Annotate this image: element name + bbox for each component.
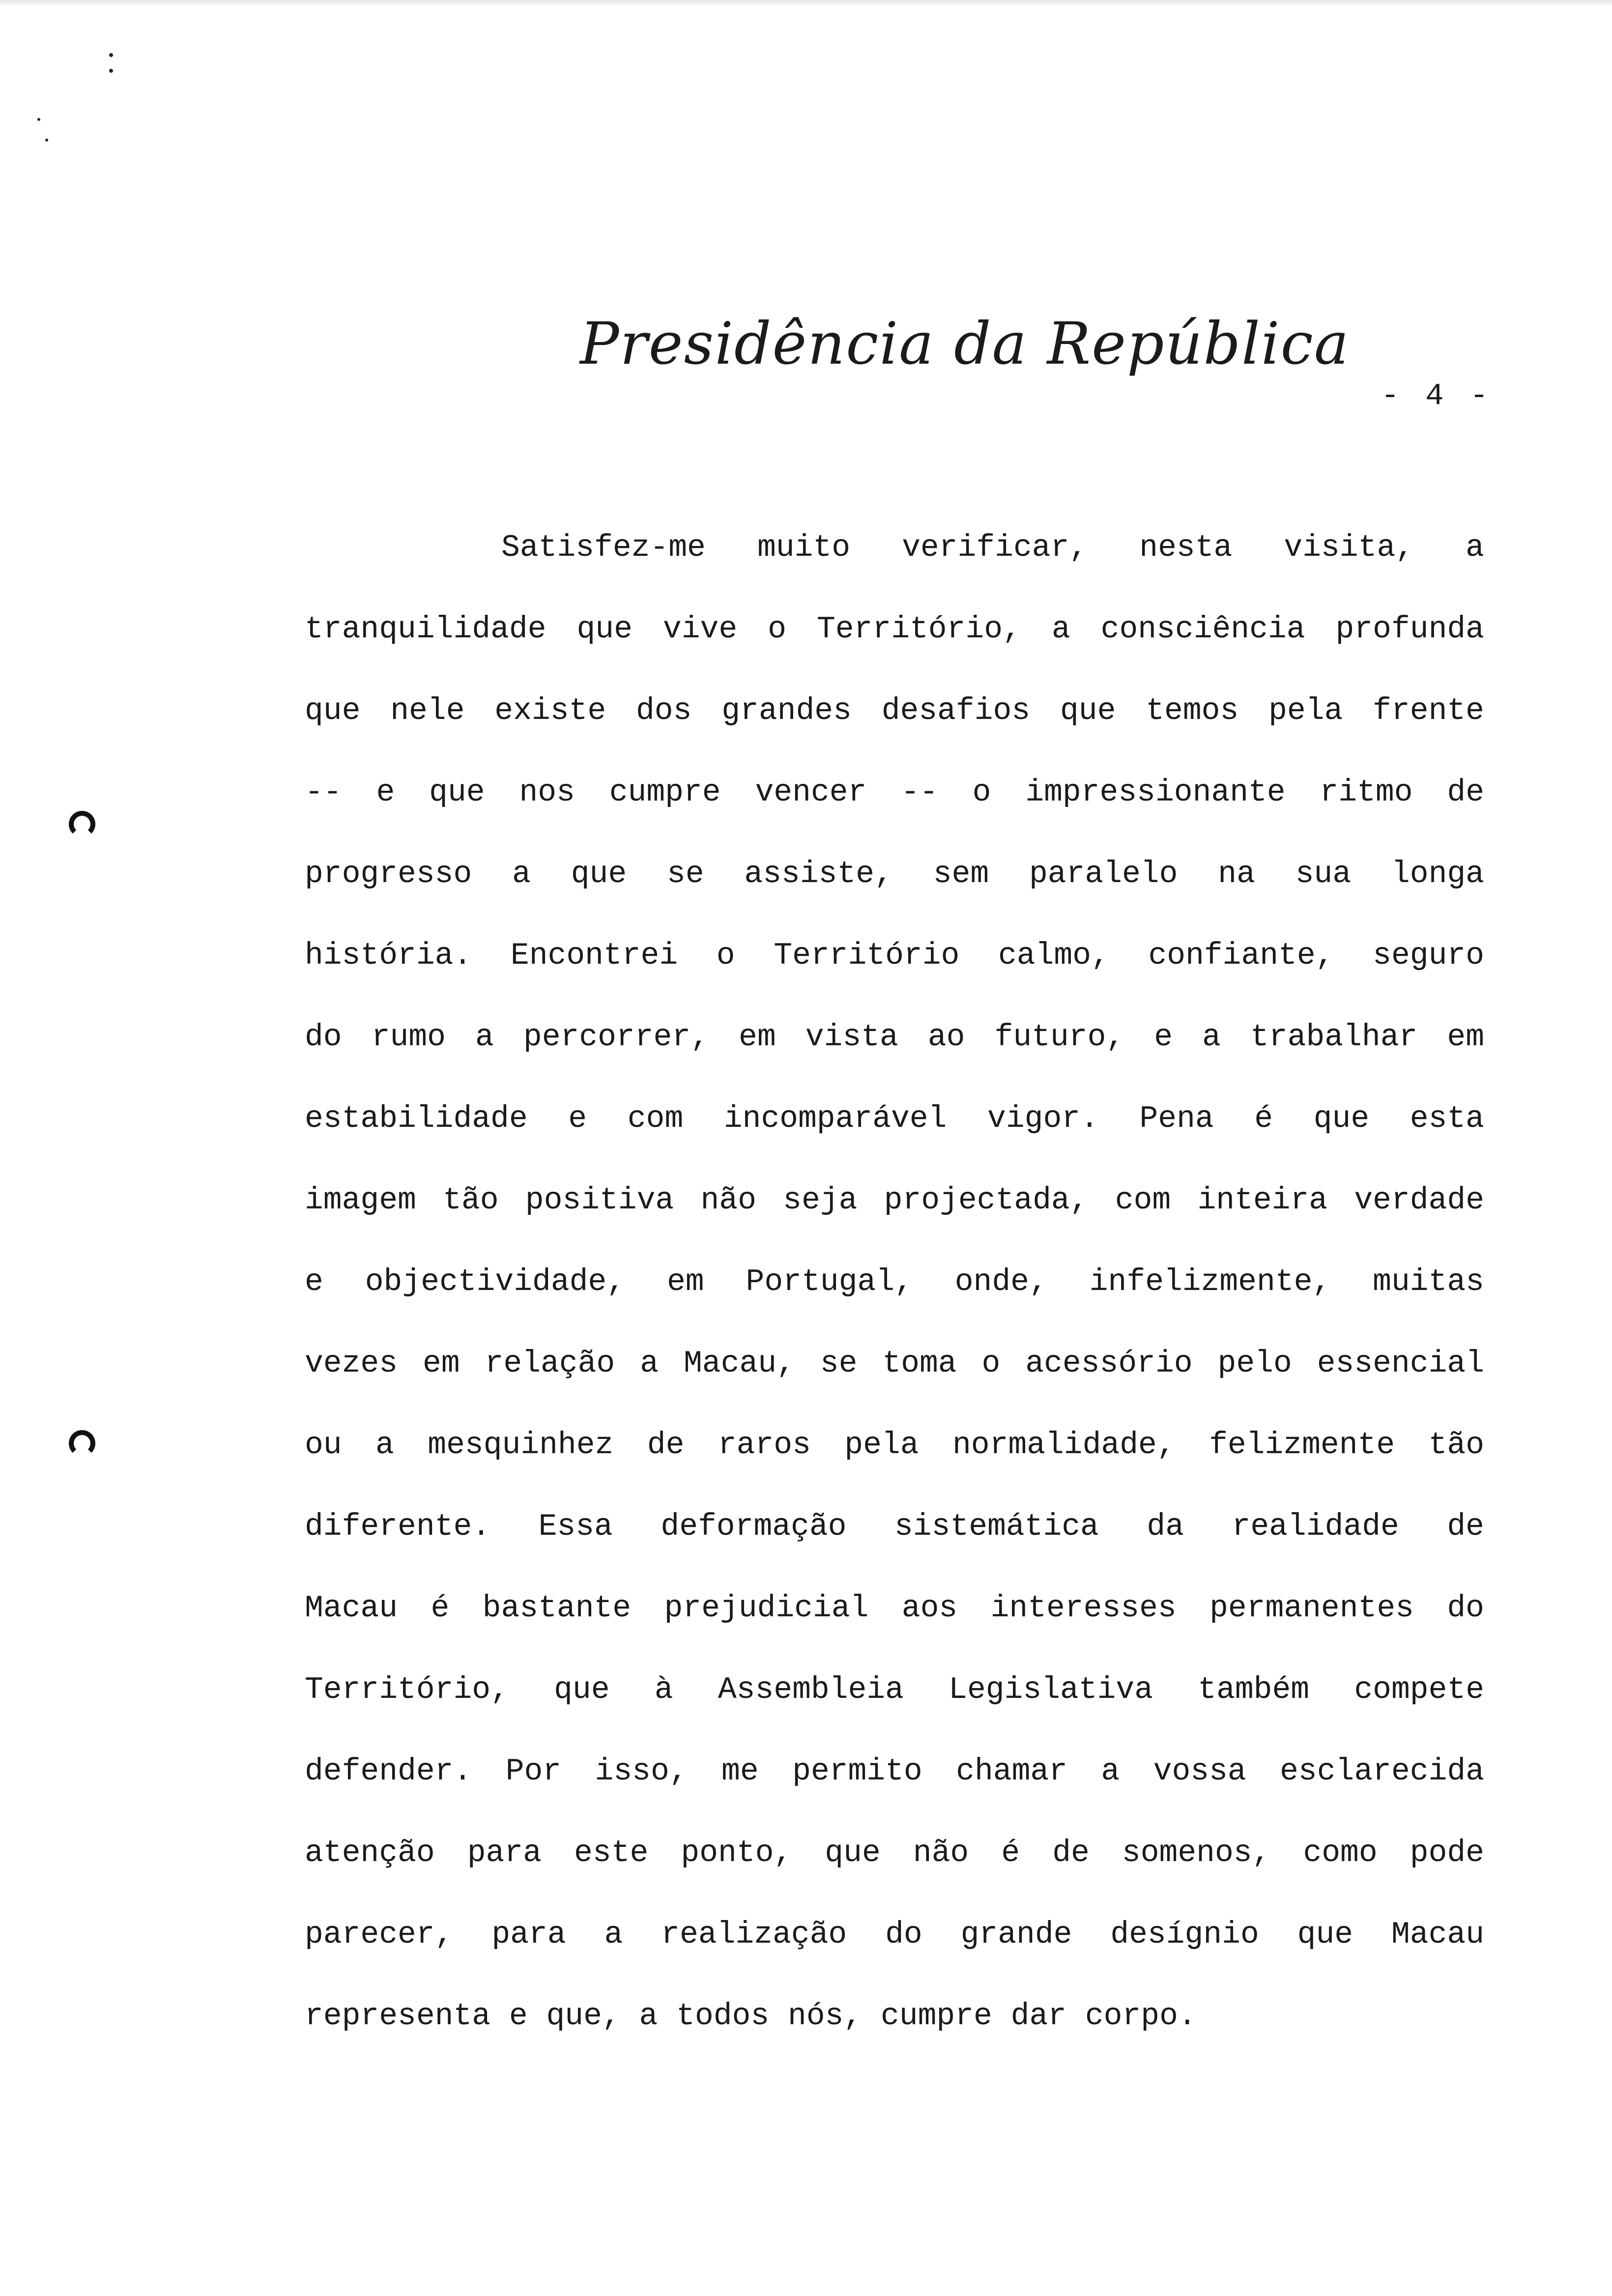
text-line: parecer, para a realização do grande desígnio que Macau <box>305 1917 1484 1952</box>
text-line-last: representa e que, a todos nós, cumpre dar corpo. <box>305 1999 1197 2034</box>
text-line: e objectividade, em Portugal, onde, infelizmente, muitas <box>305 1264 1484 1299</box>
speech-paragraph <box>305 526 1484 2076</box>
text-line: progresso a que se assiste, sem paralelo na sua longa <box>305 857 1484 891</box>
text-line: estabilidade e com incomparável vigor. Pena é que esta <box>305 1101 1484 1136</box>
scan-speck <box>45 139 48 142</box>
text-line: história. Encontrei o Território calmo, confiante, seguro <box>305 938 1484 973</box>
page-number: - 4 - <box>1381 378 1493 413</box>
text-line: imagem tão positiva não seja projectada, com inteira verdade <box>305 1183 1484 1218</box>
scan-speck <box>109 53 113 57</box>
scan-speck <box>109 69 113 73</box>
punch-hole-mark <box>69 811 95 837</box>
text-line: tranquilidade que vive o Território, a consciência profunda <box>305 612 1484 647</box>
text-line: diferente. Essa deformação sistemática da realidade de <box>305 1509 1484 1544</box>
text-line: Macau é bastante prejudicial aos interesses permanentes do <box>305 1591 1484 1626</box>
text-line: atenção para este ponto, que não é de somenos, como pode <box>305 1836 1484 1870</box>
scan-edge-shadow <box>0 0 1612 7</box>
text-line: defender. Por isso, me permito chamar a vossa esclarecida <box>305 1754 1484 1789</box>
text-line: -- e que nos cumpre vencer -- o impressionante ritmo de <box>305 775 1484 810</box>
text-line: ou a mesquinhez de raros pela normalidade, felizmente tão <box>305 1428 1484 1463</box>
text-line: vezes em relação a Macau, se toma o acessório pelo essencial <box>305 1346 1484 1381</box>
text-line: do rumo a percorrer, em vista ao futuro, e a trabalhar em <box>305 1020 1484 1055</box>
scan-speck <box>37 118 40 121</box>
text-line: Território, que à Assembleia Legislativa também compete <box>305 1672 1484 1707</box>
punch-hole-mark <box>69 1430 95 1457</box>
letterhead-presidencia: Presidência da República <box>580 310 1350 377</box>
text-line: Satisfez-me muito verificar, nesta visita, a <box>501 530 1484 565</box>
text-line: que nele existe dos grandes desafios que temos pela frente <box>305 693 1484 728</box>
